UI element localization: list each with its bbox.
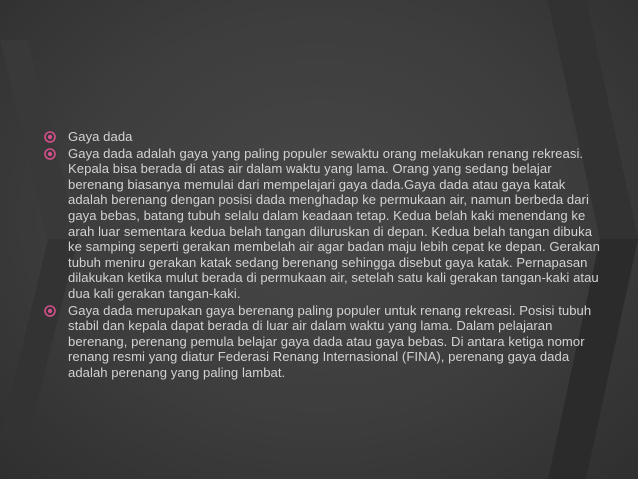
- bullet-text: Gaya dada: [68, 129, 133, 144]
- bullet-item: [44, 129, 604, 145]
- circle-target-icon: [44, 131, 56, 143]
- bullet-item: [44, 146, 604, 302]
- circle-target-icon: [44, 305, 56, 317]
- bullet-list: [44, 129, 604, 381]
- bullet-item: [44, 303, 604, 381]
- circle-target-icon: [44, 148, 56, 160]
- bullet-text: Gaya dada merupakan gaya berenang paling populer untuk renang rekreasi. Posisi tubuh stabil dan kepala dapat berada di luar air dalam waktu yang lama. Dalam pelajaran berenang, perenang pemula belajar gaya dada atau gaya bebas. Di antara ketiga nomor renang resmi yang diatur Federasi Renang Internasional (FINA), perenang gaya dada adalah perenang yang paling lambat.: [68, 302, 592, 380]
- bullet-text: Gaya dada adalah gaya yang paling populer sewaktu orang melakukan renang rekreasi. Kepala bisa berada di atas air dalam waktu yang lama. Orang yang sedang belajar berenang biasanya memulai dari mempelajari gaya dada.Gaya dada atau gaya katak adalah berenang dengan posisi dada menghadap ke permukaan air, namun berbeda dari gaya bebas, batang tubuh selalu dalam keadaan tetap. Kedua belah kaki menendang ke arah luar sementara kedua belah tangan diluruskan di depan. Kedua belah tangan dibuka ke samping seperti gerakan membelah air agar badan maju lebih cepat ke depan. Gerakan tubuh meniru gerakan katak sedang berenang sehingga disebut gaya katak. Pernapasan dilakukan ketika mulut berada di permukaan air, setelah satu kali gerakan tangan-kaki atau dua kali gerakan tangan-kaki.: [68, 145, 600, 301]
